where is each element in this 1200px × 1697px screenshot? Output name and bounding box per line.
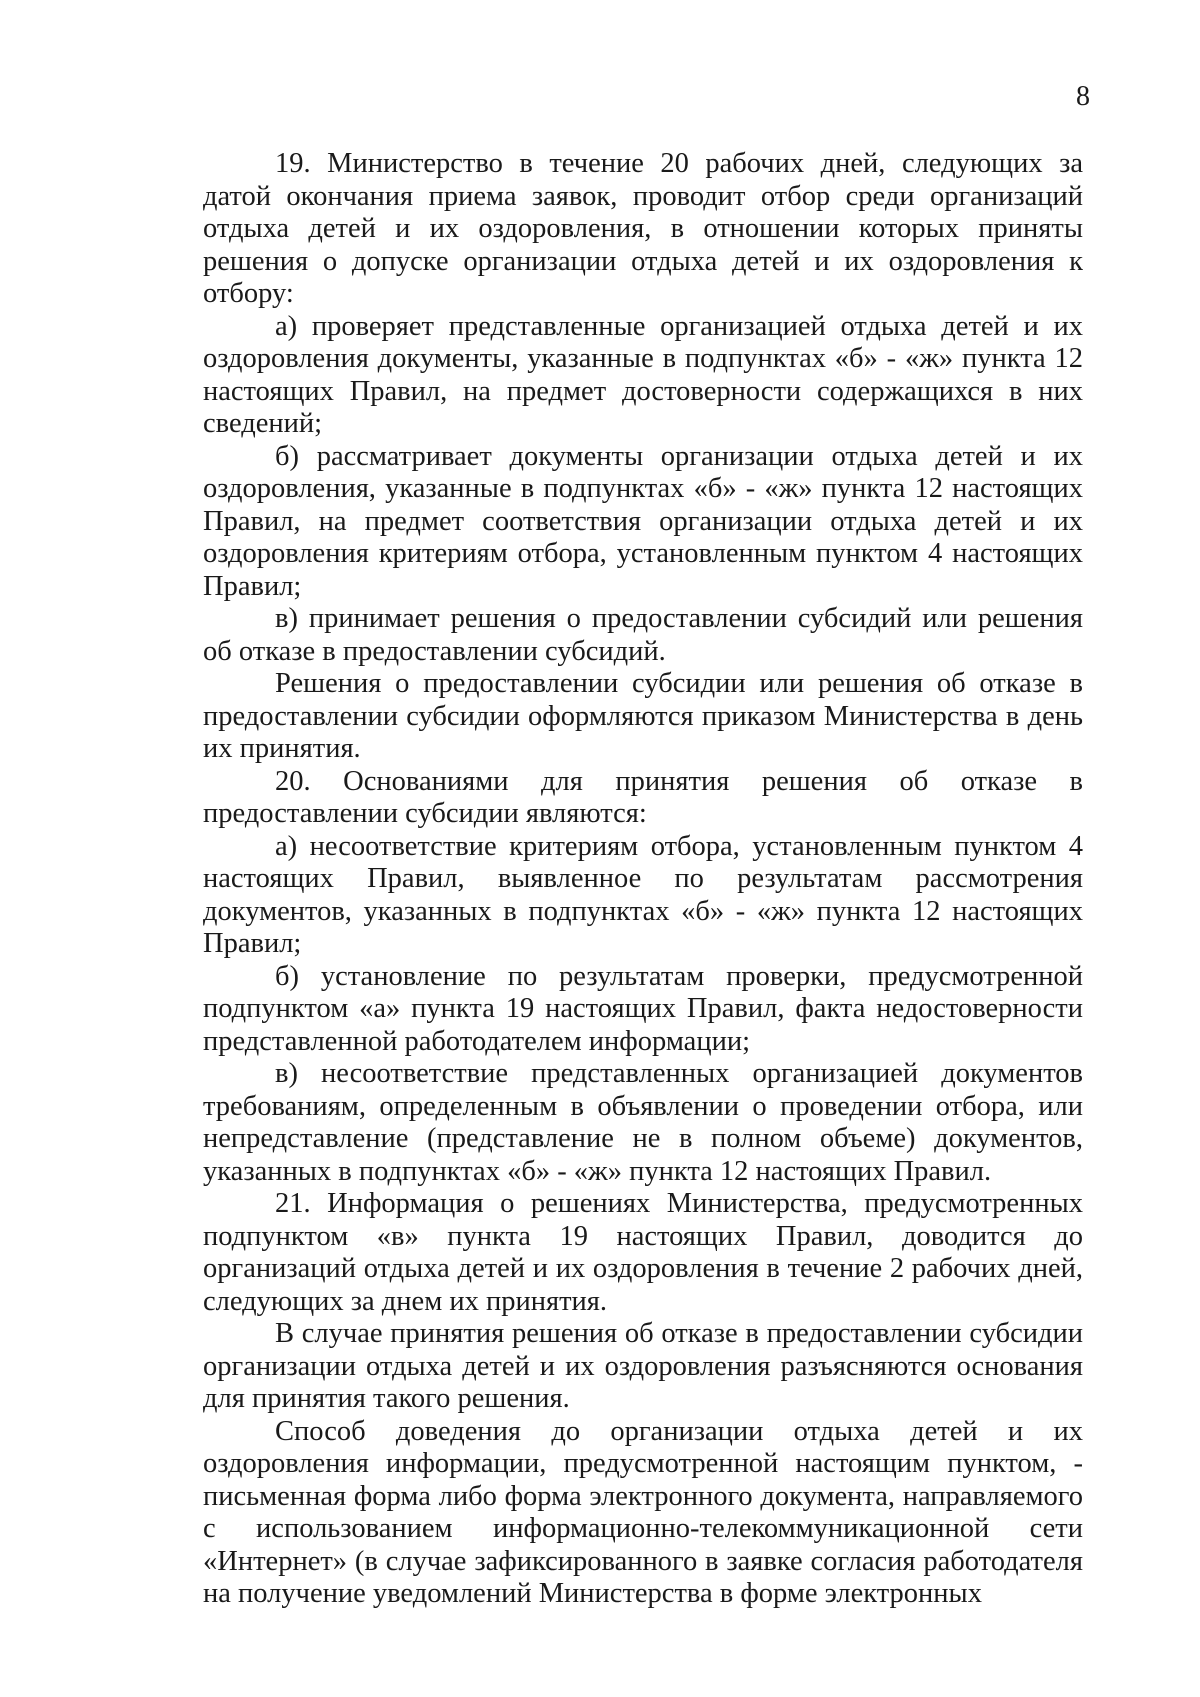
paragraph-19-decisions: Решения о предоставлении субсидии или решения об отказе в предоставлении субсидии оформляются приказом Министерства в день их принятия. [203,668,1083,764]
document-body [203,148,1083,1611]
page-number: 8 [1076,81,1090,112]
paragraph-20-b: б) установление по результатам проверки, предусмотренной подпунктом «а» пункта 19 настоящих Правил, факта недостоверности представленной работодателем информации; [203,960,1083,1057]
paragraph-21-intro: 21. Информация о решениях Министерства, предусмотренных подпунктом «в» пункта 19 настоящих Правил, доводится до организаций отдыха детей и их оздоровления в течение 2 рабочих дней, следующих за днем их принятия. [203,1188,1083,1317]
paragraph-21-refusal: В случае принятия решения об отказе в предоставлении субсидии организации отдыха детей и их оздоровления разъясняются основания для принятия такого решения. [203,1318,1083,1414]
paragraph-19-a: а) проверяет представленные организацией отдыха детей и их оздоровления документы, указанные в подпунктах «б» - «ж» пункта 12 настоящих Правил, на предмет достоверности содержащихся в них сведений; [203,310,1083,439]
paragraph-20-intro: 20. Основаниями для принятия решения об отказе в предоставлении субсидии являются: [203,765,1083,829]
paragraph-20-v: в) несоответствие представленных организацией документов требованиям, определенным в объявлении о проведении отбора, или непредставление (представление не в полном объеме) документов, указанных в подпунктах «б» - «ж» пункта 12 настоящих Правил. [203,1058,1083,1187]
paragraph-19-b: б) рассматривает документы организации отдыха детей и их оздоровления, указанные в подпунктах «б» - «ж» пункта 12 настоящих Правил, на предмет соответствия организации отдыха детей и их оздоровления критериям отбора, установленным пунктом 4 настоящих Правил; [203,440,1083,602]
paragraph-19-intro: 19. Министерство в течение 20 рабочих дней, следующих за датой окончания приема заявок, проводит отбор среди организаций отдыха детей и их оздоровления, в отношении которых приняты решения о допуске организации отдыха детей и их оздоровления к отбору: [203,148,1083,309]
paragraph-20-a: а) несоответствие критериям отбора, установленным пунктом 4 настоящих Правил, выявленное по результатам рассмотрения документов, указанных в подпунктах «б» - «ж» пункта 12 настоящих Правил; [203,830,1083,959]
paragraph-19-v: в) принимает решения о предоставлении субсидий или решения об отказе в предоставлении субсидий. [203,603,1083,667]
paragraph-21-method: Способ доведения до организации отдыха детей и их оздоровления информации, предусмотренной настоящим пунктом, - письменная форма либо форма электронного документа, направляемого с использованием информационно-телекоммуникационной сети «Интернет» (в случае зафиксированного в заявке согласия работодателя на получение уведомлений Министерства в форме электронных [203,1415,1083,1609]
